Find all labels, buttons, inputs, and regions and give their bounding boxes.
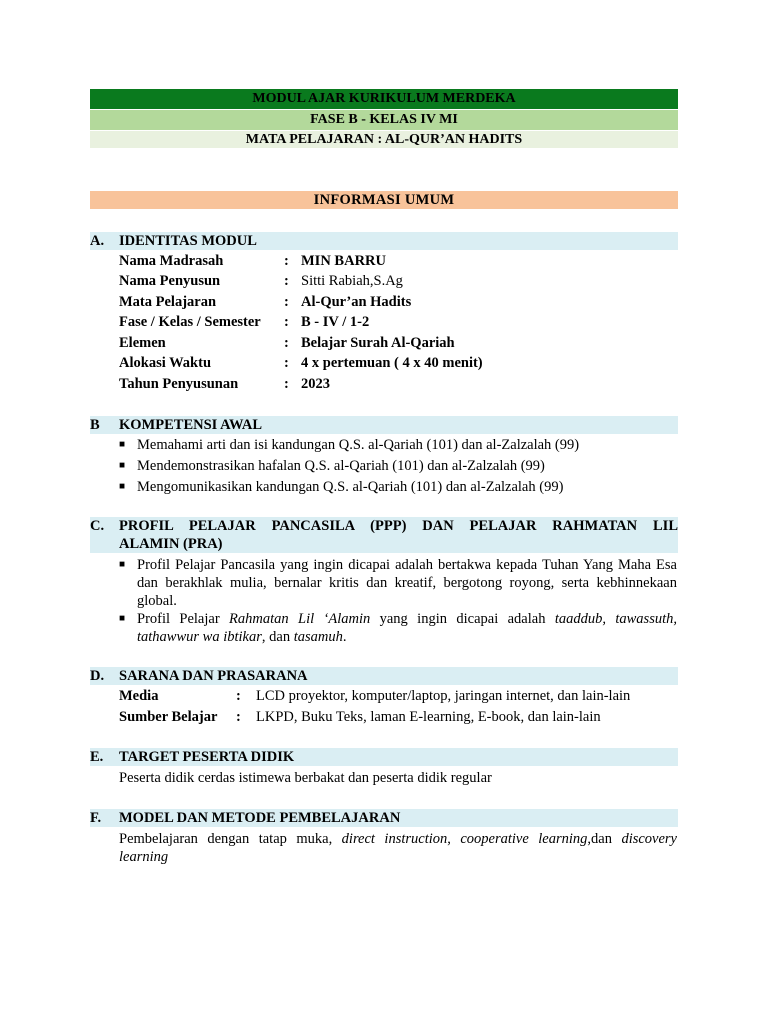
bullet-icon: ■ — [119, 613, 126, 624]
module-title: MODUL AJAR KURIKULUM MERDEKA — [90, 89, 678, 109]
row-label: Tahun Penyusunan — [119, 376, 239, 392]
row-label: Elemen — [119, 335, 166, 351]
info-heading: INFORMASI UMUM — [90, 191, 678, 209]
bullet-icon: ■ — [119, 559, 126, 570]
section-e-text: Peserta didik cerdas istimewa berbakat dan peserta didik regular — [119, 770, 492, 786]
row-label: Media — [119, 688, 159, 704]
row-colon: : — [284, 335, 289, 351]
section-c-title-line1: PROFIL PELAJAR PANCASILA (PPP) DAN PELAJAR RAHMATAN LIL — [119, 518, 678, 534]
row-value: Belajar Surah Al-Qariah — [301, 335, 455, 351]
bullet-icon: ■ — [119, 460, 126, 471]
section-b-header — [90, 416, 678, 434]
row-value: 2023 — [301, 376, 330, 392]
section-e-letter: E. — [90, 749, 104, 765]
section-e-title: TARGET PESERTA DIDIK — [119, 749, 295, 765]
row-colon: : — [284, 294, 289, 310]
section-e-header — [90, 748, 678, 766]
section-f-header — [90, 809, 678, 827]
row-value: LCD proyektor, komputer/laptop, jaringan internet, dan lain-lain — [256, 688, 631, 704]
row-label: Fase / Kelas / Semester — [119, 314, 261, 330]
row-colon: : — [236, 688, 241, 704]
row-colon: : — [236, 709, 241, 725]
section-f-letter: F. — [90, 810, 102, 826]
row-value: B - IV / 1-2 — [301, 314, 370, 330]
bullet-icon: ■ — [119, 439, 126, 450]
row-label: Sumber Belajar — [119, 709, 218, 725]
row-value: Al-Qur’an Hadits — [301, 294, 412, 310]
section-c-letter: C. — [90, 518, 105, 534]
section-f-title: MODEL DAN METODE PEMBELAJARAN — [119, 810, 401, 826]
section-d-header — [90, 667, 678, 685]
row-label: Nama Madrasah — [119, 253, 224, 269]
row-colon: : — [284, 355, 289, 371]
phase-class: FASE B - KELAS IV MI — [90, 110, 678, 130]
section-d-letter: D. — [90, 668, 105, 684]
section-f-text: Pembelajaran dengan tatap muka, direct instruction, cooperative learning,dan discovery learning — [119, 831, 677, 865]
row-colon: : — [284, 273, 289, 289]
row-value: 4 x pertemuan ( 4 x 40 menit) — [301, 355, 483, 371]
row-value: MIN BARRU — [301, 253, 386, 269]
section-c-header — [90, 517, 678, 553]
row-colon: : — [284, 376, 289, 392]
section-a-letter: A. — [90, 233, 105, 249]
row-label: Alokasi Waktu — [119, 355, 212, 371]
subject-title: MATA PELAJARAN : AL-QUR’AN HADITS — [90, 131, 678, 148]
section-a-title: IDENTITAS MODUL — [119, 233, 257, 249]
row-value: Sitti Rabiah,S.Ag — [301, 273, 403, 289]
row-colon: : — [284, 253, 289, 269]
section-a-header — [90, 232, 678, 250]
section-d-title: SARANA DAN PRASARANA — [119, 668, 308, 684]
row-label: Mata Pelajaran — [119, 294, 217, 310]
row-colon: : — [284, 314, 289, 330]
row-label: Nama Penyusun — [119, 273, 221, 289]
section-c-title-line2: ALAMIN (PRA) — [119, 536, 223, 552]
row-value: LKPD, Buku Teks, laman E-learning, E-book, dan lain-lain — [256, 709, 601, 725]
bullet-icon: ■ — [119, 481, 126, 492]
section-b-title: KOMPETENSI AWAL — [119, 417, 263, 433]
section-b-letter: B — [90, 417, 100, 433]
